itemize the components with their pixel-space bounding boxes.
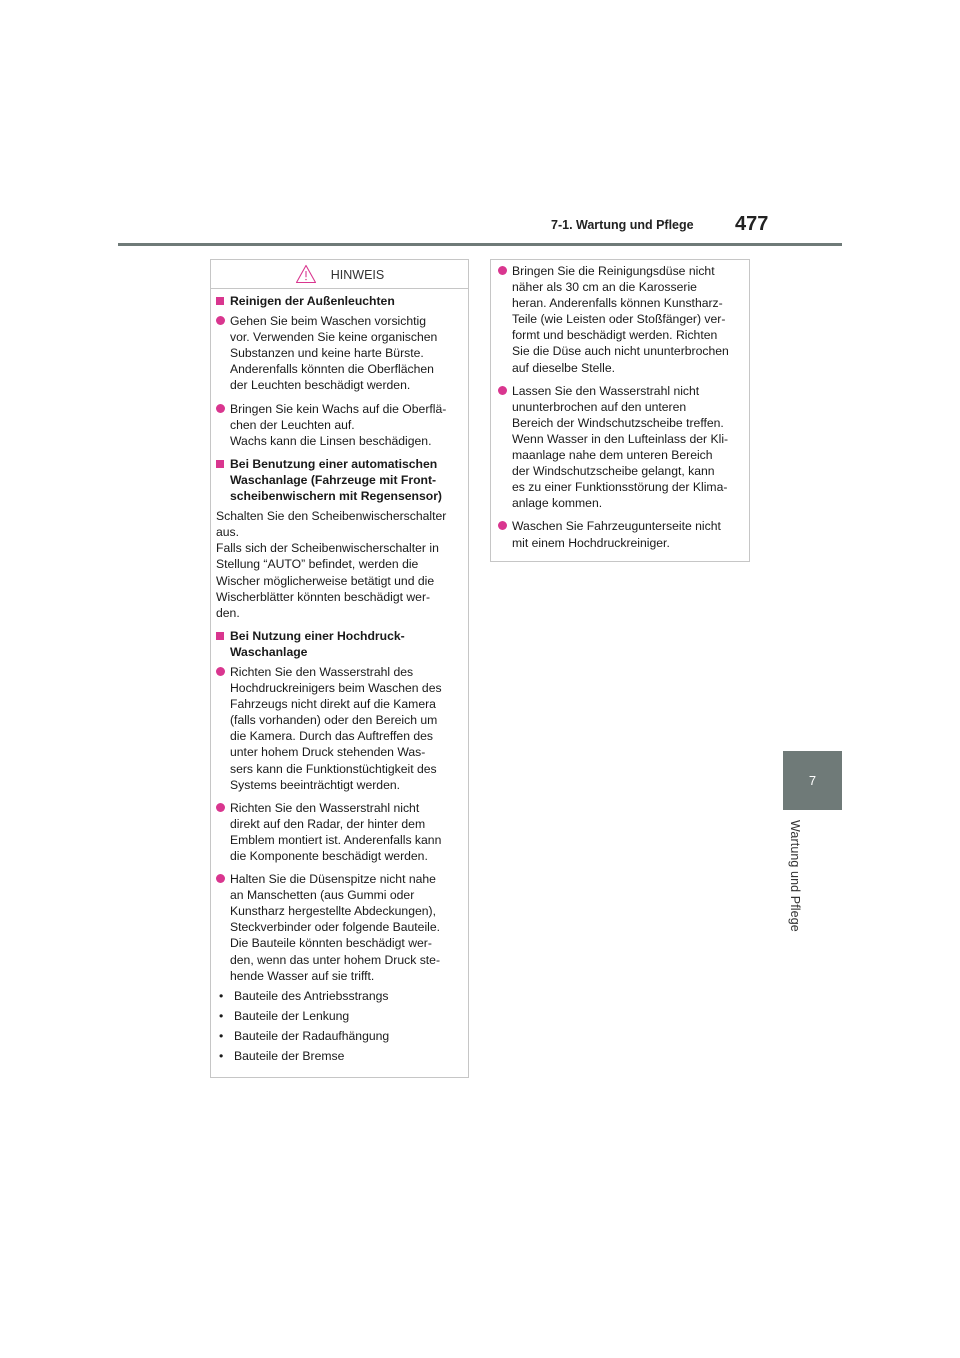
page-number: 477	[735, 213, 769, 235]
text-line: mit einem Hochdruckreiniger.	[512, 535, 670, 550]
sub-bullet-mark: •	[219, 1008, 224, 1023]
text-line: sers kann die Funktionstüchtigkeit des	[230, 761, 437, 776]
text-line: maanlage nahe dem unteren Bereich	[512, 448, 713, 463]
sub-bullet-mark: •	[219, 988, 224, 1003]
note-box-right	[490, 259, 750, 562]
text-line: scheibenwischern mit Regensensor)	[230, 489, 442, 504]
text-line: Lassen Sie den Wasserstrahl nicht	[512, 383, 700, 398]
text-line: die Komponente beschädigt werden.	[230, 849, 428, 863]
bullet-text	[512, 518, 741, 550]
square-marker-icon	[216, 632, 224, 640]
bullet-text	[230, 664, 462, 793]
text-line: Wischer möglicherweise betätigt und die	[216, 573, 435, 588]
text-line: Substanzen und keine harte Bürste.	[230, 346, 424, 361]
text-line: die Kamera. Durch das Auftreffen des	[230, 729, 434, 744]
text-line: Bei Nutzung einer Hochdruck-	[230, 628, 405, 643]
warning-triangle-icon	[295, 264, 317, 284]
bullet-item	[216, 800, 462, 864]
sub-bullet-mark: •	[219, 1028, 224, 1043]
text-line: (falls vorhanden) oder den Bereich um	[230, 713, 438, 728]
text-line: Waschen Sie Fahrzeugunterseite nicht	[512, 519, 721, 534]
text-line: direkt auf den Radar, der hinter dem	[230, 816, 426, 831]
bullet-dot-icon	[216, 803, 225, 812]
sub-item-text: Bauteile der Bremse	[234, 1049, 345, 1064]
text-line: Waschanlage	[230, 644, 308, 659]
heading-text	[230, 628, 462, 660]
text-line: Fahrzeugs nicht direkt auf die Kamera	[230, 697, 436, 712]
text-line: Bereich der Windschutzscheibe treffen.	[512, 415, 724, 430]
text-line: chen der Leuchten auf.	[230, 417, 355, 432]
text-line: Schalten Sie den Scheibenwischerschalter	[216, 509, 447, 524]
heading-car-wash	[216, 456, 462, 504]
text-line: auf dieselbe Stelle.	[512, 360, 615, 375]
text-line: Steckverbinder oder folgende Bauteile.	[230, 920, 441, 935]
paragraph	[216, 508, 462, 621]
text-line: Halten Sie die Düsenspitze nicht nahe	[230, 872, 436, 887]
bullet-item	[216, 313, 462, 393]
text-line: der Windschutzscheibe gelangt, kann	[512, 464, 715, 479]
text-line: heran. Anderenfalls können Kunstharz-	[512, 296, 723, 311]
text-line: es zu einer Funktionsstörung der Klima-	[512, 480, 728, 495]
text-line: Wenn Wasser in den Lufteinlass der Kli-	[512, 431, 729, 446]
heading-exterior-lights	[216, 293, 462, 309]
text-line: Richten Sie den Wasserstrahl nicht	[230, 800, 420, 815]
bullet-item	[216, 401, 462, 449]
text-line: Hochdruckreinigers beim Waschen des	[230, 681, 442, 696]
text-line: anlage kommen.	[512, 496, 603, 511]
bullet-text	[512, 383, 741, 512]
text-line: Gehen Sie beim Waschen vorsichtig	[230, 314, 426, 329]
text-line: Systems beeinträchtigt werden.	[230, 777, 401, 792]
note-title: HINWEIS	[330, 267, 385, 282]
chapter-side-label: Wartung und Pflege	[788, 820, 802, 932]
square-marker-icon	[216, 297, 224, 305]
text-line: näher als 30 cm an die Karosserie	[512, 280, 697, 295]
text-line: hende Wasser auf sie trifft.	[230, 968, 375, 983]
bullet-dot-icon	[498, 386, 507, 395]
sub-list-item	[219, 988, 462, 1004]
bullet-dot-icon	[216, 874, 225, 883]
text-line: Bringen Sie kein Wachs auf die Oberflä-	[230, 401, 447, 416]
text-line: Kunstharz hergestellte Abdeckungen),	[230, 904, 436, 919]
text-line: Sie die Düse auch nicht ununterbrochen	[512, 344, 729, 359]
sub-list-item	[219, 1028, 462, 1044]
text-line: der Leuchten beschädigt werden.	[230, 378, 411, 393]
bullet-dot-icon	[498, 521, 507, 530]
text-line: Stellung “AUTO” befindet, werden die	[216, 557, 419, 572]
bullet-text	[512, 263, 741, 376]
text-line: Emblem montiert ist. Anderenfalls kann	[230, 832, 442, 847]
bullet-item	[498, 263, 741, 376]
header-rule	[118, 243, 842, 246]
section-title: 7-1. Wartung und Pflege	[551, 218, 694, 232]
text-line: Bei Benutzung einer automatischen	[230, 456, 438, 471]
bullet-item	[216, 664, 462, 793]
text-line: Richten Sie den Wasserstrahl des	[230, 664, 414, 679]
sub-item-text: Bauteile der Radaufhängung	[234, 1028, 390, 1043]
bullet-text	[230, 313, 462, 393]
chapter-tab	[783, 751, 842, 810]
note-content-left	[211, 293, 468, 1064]
note-box-left	[210, 259, 469, 1078]
text-line: vor. Verwenden Sie keine organischen	[230, 330, 438, 345]
text-line: Falls sich der Scheibenwischerschalter in	[216, 541, 439, 556]
chapter-number: 7	[808, 773, 817, 788]
heading-text	[230, 293, 462, 309]
bullet-text	[230, 800, 462, 864]
bullet-dot-icon	[216, 404, 225, 413]
text-line: Wachs kann die Linsen beschädigen.	[230, 433, 432, 448]
text-line: formt und beschädigt werden. Richten	[512, 328, 718, 343]
bullet-dot-icon	[216, 316, 225, 325]
bullet-item	[498, 518, 741, 550]
heading-text	[230, 456, 462, 504]
heading-pressure-washer	[216, 628, 462, 660]
sub-list-item	[219, 1048, 462, 1064]
sub-list-item	[219, 1008, 462, 1024]
text-line: Die Bauteile könnten beschädigt wer-	[230, 936, 432, 951]
text-line: Anderenfalls könnten die Oberflächen	[230, 362, 434, 377]
bullet-dot-icon	[216, 667, 225, 676]
text-line: an Manschetten (aus Gummi oder	[230, 888, 415, 903]
text-line: ununterbrochen auf den unteren	[512, 399, 687, 414]
bullet-text	[230, 871, 462, 984]
text-line: unter hohem Druck stehenden Was-	[230, 745, 426, 760]
square-marker-icon	[216, 460, 224, 468]
text-line: Wischerblätter könnten beschädigt wer-	[216, 589, 431, 604]
sub-item-text: Bauteile des Antriebsstrangs	[234, 988, 389, 1003]
bullet-dot-icon	[498, 266, 507, 275]
text-line: den.	[216, 605, 240, 620]
bullet-item	[216, 871, 462, 984]
sub-bullet-mark: •	[219, 1049, 224, 1064]
text-line: Reinigen der Außenleuchten	[230, 294, 395, 308]
bullet-text	[230, 401, 462, 449]
text-line: Teile (wie Leisten oder Stoßfänger) ver-	[512, 312, 726, 327]
note-header	[211, 260, 468, 289]
bullet-item	[498, 383, 741, 512]
text-line: den, wenn das unter hohem Druck ste-	[230, 952, 441, 967]
sub-item-text: Bauteile der Lenkung	[234, 1008, 350, 1023]
text-line: Bringen Sie die Reinigungsdüse nicht	[512, 264, 715, 278]
text-line: aus.	[216, 525, 240, 540]
text-line: Waschanlage (Fahrzeuge mit Front-	[230, 472, 437, 487]
